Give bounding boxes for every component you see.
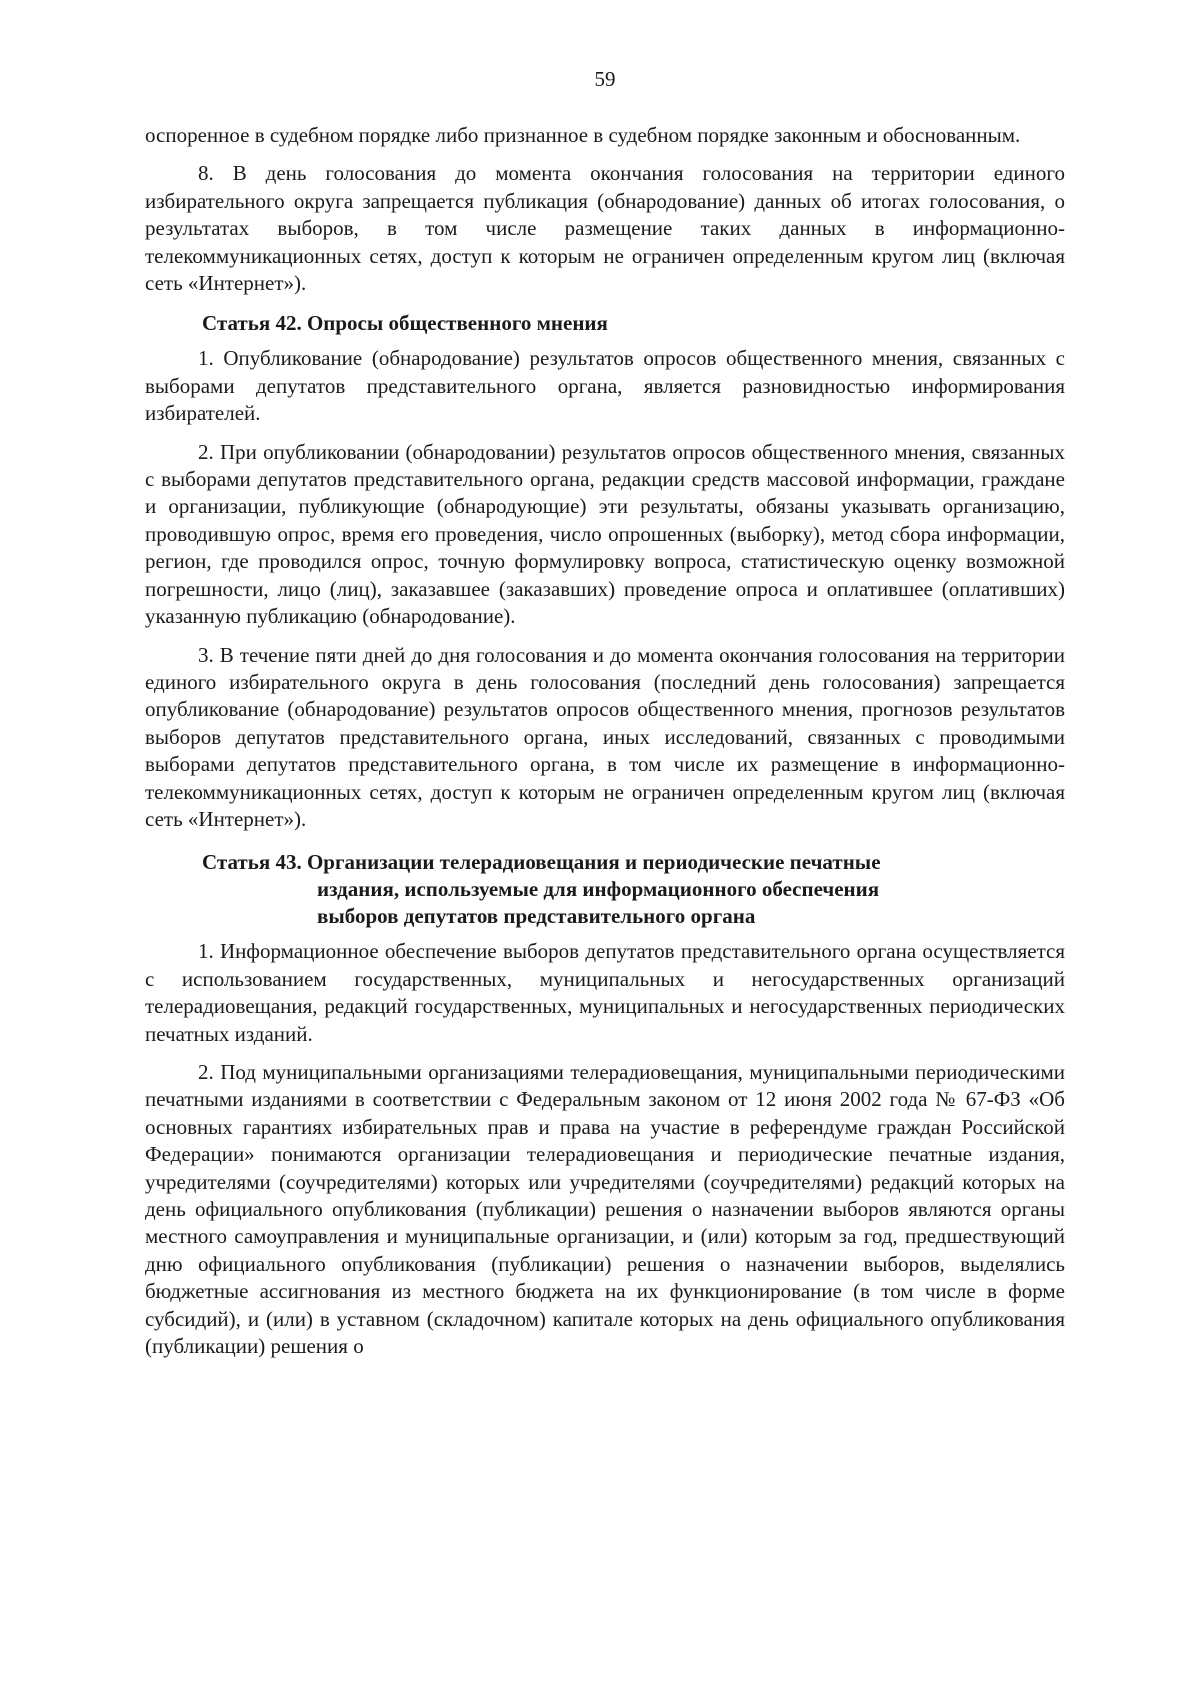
- article-43-heading-line-3: выборов депутатов представительного органа: [317, 904, 756, 929]
- article-42-paragraph-3: 3. В течение пяти дней до дня голосования и до момента окончания голосования на территории единого избирательного округа в день голосования (последний день голосования) запрещается опубликование (обнародование) результатов опросов общественного мнения, прогнозов результатов выборов депутатов представительного органа, иных исследований, связанных с проводимыми выборами депутатов представительного органа, в том числе их размещение в информационно-телекоммуникационных сетях, доступ к которым не ограничен определенным кругом лиц (включая сеть «Интернет»).: [145, 642, 1065, 831]
- article-42-heading: Статья 42. Опросы общественного мнения: [202, 311, 608, 336]
- document-page: [145, 66, 1065, 1371]
- article-43-heading-line-1: Статья 43. Организации телерадиовещания и периодические печатные: [202, 850, 881, 875]
- article-42-paragraph-2: 2. При опубликовании (обнародовании) результатов опросов общественного мнения, связанных с выборами депутатов представительного органа, редакции средств массовой информации, граждане и организации, публикующие (обнародующие) эти результаты, обязаны указывать организацию, проводившую опрос, время его проведения, число опрошенных (выборку), метод сбора информации, регион, где проводился опрос, точную формулировку вопроса, статистическую оценку возможной погрешности, лицо (лиц), заказавшее (заказавших) проведение опроса и оплатившее (оплативших) указанную публикацию (обнародование).: [145, 439, 1065, 629]
- article-43-paragraph-2: 2. Под муниципальными организациями телерадиовещания, муниципальными периодическими печатными изданиями в соответствии с Федеральным законом от 12 июня 2002 года № 67-ФЗ «Об основных гарантиях избирательных прав и права на участие в референдуме граждан Российской Федерации» понимаются организации телерадиовещания и периодические печатные издания, учредителями (соучредителями) которых или учредителями (соучредителями) редакций которых на день официального опубликования (публикации) решения о назначении выборов являются органы местного самоуправления и муниципальные организации, и (или) которым за год, предшествующий дню официального опубликования (публикации) решения о назначении выборов, выделялись бюджетные ассигнования из местного бюджета на их функционирование (в том числе в форме субсидий), и (или) в уставном (складочном) капитале которых на день официального опубликования (публикации) решения о: [145, 1059, 1065, 1359]
- paragraph-item-8: 8. В день голосования до момента окончания голосования на территории единого избирательного округа запрещается публикация (обнародование) данных об итогах голосования, о результатах выборов, в том числе размещение таких данных в информационно-телекоммуникационных сетях, доступ к которым не ограничен определенным кругом лиц (включая сеть «Интернет»).: [145, 161, 1065, 296]
- paragraph-continuation: оспоренное в судебном порядке либо признанное в судебном порядке законным и обоснованным.: [145, 123, 1021, 147]
- article-42-paragraph-1: 1. Опубликование (обнародование) результатов опросов общественного мнения, связанных с выборами депутатов представительного органа, является разновидностью информирования избирателей.: [145, 346, 1065, 426]
- article-43-heading: [145, 849, 1065, 930]
- page-number: 59: [594, 67, 616, 91]
- article-43-heading-line-2: издания, используемые для информационного обеспечения: [317, 877, 880, 902]
- article-43-paragraph-1: 1. Информационное обеспечение выборов депутатов представительного органа осуществляется с использованием государственных, муниципальных и негосударственных организаций телерадиовещания, редакций государственных, муниципальных и негосударственных периодических печатных изданий.: [145, 939, 1065, 1046]
